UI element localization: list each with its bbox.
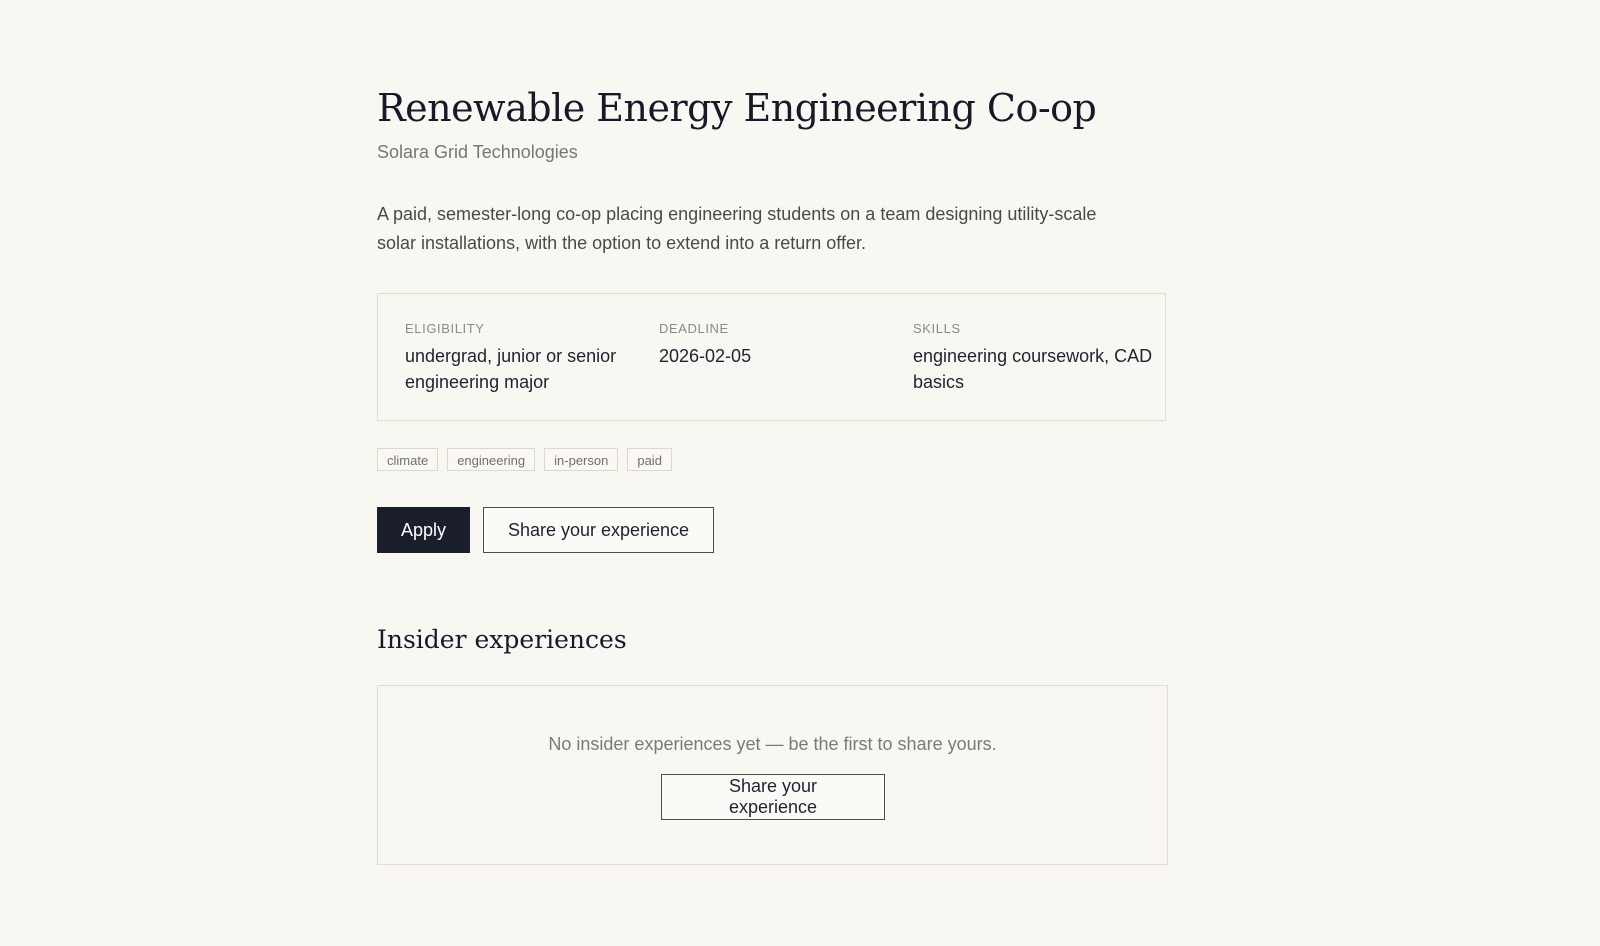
insider-empty-state <box>377 685 1168 865</box>
tag-in-person: in-person <box>544 448 618 471</box>
share-experience-button[interactable]: Share your experience <box>483 507 714 553</box>
tag-engineering: engineering <box>447 448 535 471</box>
listing-actions <box>377 507 714 553</box>
fact-skills <box>913 321 1153 395</box>
fact-eligibility <box>405 321 645 395</box>
insider-share-experience-button[interactable]: Share your experience <box>661 774 885 820</box>
insider-empty-message: No insider experiences yet — be the first to share yours. <box>548 734 997 754</box>
tag-paid: paid <box>627 448 672 471</box>
listing-facts-panel <box>377 293 1166 421</box>
fact-deadline-label: DEADLINE <box>659 321 729 336</box>
fact-skills-value: engineering coursework, CAD basics <box>913 346 1153 392</box>
tag-list <box>377 448 672 471</box>
listing-description: A paid, semester-long co-op placing engineering students on a team designing utility-scale solar installations, with the option to extend into a return offer. <box>377 204 1097 253</box>
fact-deadline <box>659 321 899 369</box>
fact-eligibility-value: undergrad, junior or senior engineering major <box>405 346 617 392</box>
tag-climate: climate <box>377 448 438 471</box>
apply-button[interactable]: Apply <box>377 507 470 553</box>
company-name: Solara Grid Technologies <box>377 142 578 162</box>
listing-title: Renewable Energy Engineering Co-op <box>377 86 1097 130</box>
fact-skills-label: SKILLS <box>913 321 961 336</box>
insider-experiences-heading: Insider experiences <box>377 625 627 654</box>
fact-deadline-value: 2026-02-05 <box>659 346 752 366</box>
fact-eligibility-label: ELIGIBILITY <box>405 321 485 336</box>
